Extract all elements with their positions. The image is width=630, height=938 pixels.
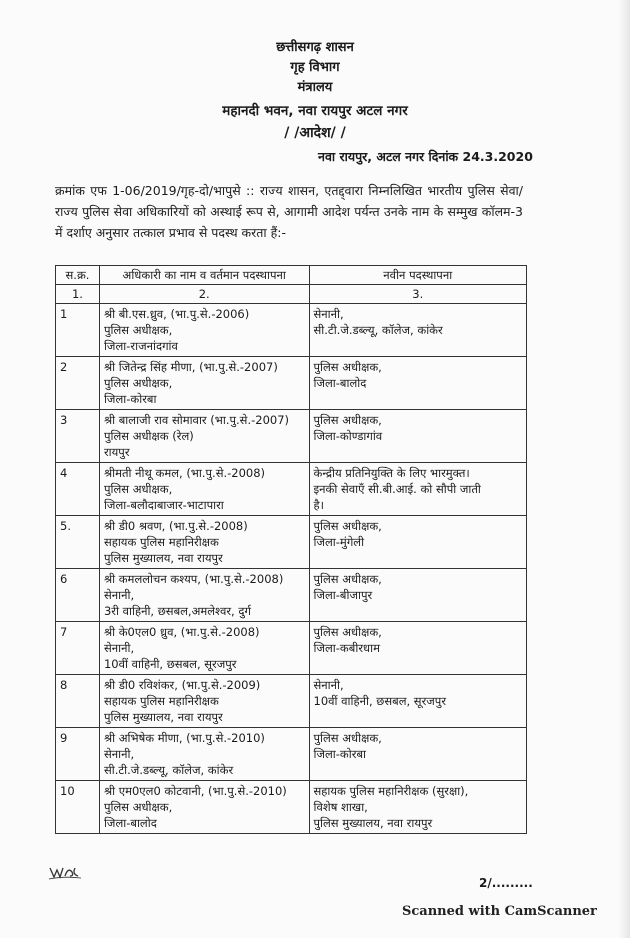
order-date: नवा रायपुर, अटल नगर दिनांक 24.3.2020 (318, 149, 533, 164)
header-new-posting: नवीन पदस्थापना (309, 266, 527, 285)
new-posting-cell: पुलिस अधीक्षक, जिला-कबीरधाम (309, 622, 527, 675)
officer-cell: श्री बालाजी राव सोमावार (भा.पु.से.-2007) पुलिस अधीक्षक (रेल) रायपुर (99, 410, 309, 463)
new-posting-cell: पुलिस अधीक्षक, जिला-बालोद (309, 357, 527, 410)
serial-number-cell: 3 (56, 410, 100, 463)
serial-number-cell: 1 (56, 304, 100, 357)
officer-cell: श्री एम0एल0 कोटवानी, (भा.पु.से.-2010) पुलिस अधीक्षक, जिला-बालोद (99, 781, 309, 834)
table-row (56, 463, 527, 516)
signature-initials (48, 864, 82, 880)
officer-cell: श्री डी0 श्रवण, (भा.पु.से.-2008) सहायक पुलिस महानिरीक्षक पुलिस मुख्यालय, नवा रायपुर (99, 516, 309, 569)
serial-number-cell: 4 (56, 463, 100, 516)
serial-number-cell: 2 (56, 357, 100, 410)
table-row (56, 569, 527, 622)
serial-number-cell: 8 (56, 675, 100, 728)
order-title: / /आदेश/ / (284, 125, 346, 141)
postings-table (55, 265, 527, 834)
new-posting-cell: सेनानी, सी.टी.जे.डब्ल्यू, कॉलेज, कांकेर (309, 304, 527, 357)
new-posting-cell: पुलिस अधीक्षक, जिला-कोण्डागांव (309, 410, 527, 463)
officer-cell: श्री जितेन्द्र सिंह मीणा, (भा.पु.से.-2007) पुलिस अधीक्षक, जिला-कोरबा (99, 357, 309, 410)
new-posting-cell: पुलिस अधीक्षक, जिला-मुंगेली (309, 516, 527, 569)
header-address: महानदी भवन, नवा रायपुर अटल नगर (222, 103, 408, 119)
column-number: 1. (56, 285, 100, 304)
header-serial: स.क्र. (56, 266, 100, 285)
new-posting-cell: केन्द्रीय प्रतिनियुक्ति के लिए भारमुक्त। इनकी सेवाएँ सी.बी.आई. को सौपी जाती है। (309, 463, 527, 516)
officer-cell: श्री डी0 रविशंकर, (भा.पु.से.-2009) सहायक पुलिस महानिरीक्षक पुलिस मुख्यालय, नवा रायपुर (99, 675, 309, 728)
table-header-row (56, 266, 527, 285)
officer-cell: श्री बी.एस.ध्रुव, (भा.पु.से.-2006) पुलिस अधीक्षक, जिला-राजनांदगांव (99, 304, 309, 357)
new-posting-cell: पुलिस अधीक्षक, जिला-बीजापुर (309, 569, 527, 622)
page-continuation-marker: 2/......... (479, 876, 533, 890)
header-state: छत्तीसगढ़ शासन (276, 40, 354, 55)
new-posting-cell: सेनानी, 10वीं वाहिनी, छसबल, सूरजपुर (309, 675, 527, 728)
table-row (56, 516, 527, 569)
order-intro-paragraph: क्रमांक एफ 1-06/2019/गृह-दो/भापुसे :: राज्य शासन, एतद्द्वारा निम्नलिखित भारतीय पुलिस सेवा/राज्य पुलिस सेवा अधिकारियों को अस्थाई रूप से, आगामी आदेश पर्यन्त उनके नाम के सम्मुख कॉलम-3 में दर्शाए अनुसार तत्काल प्रभाव से पदस्थ करता हैं:- (55, 183, 523, 240)
table-row (56, 728, 527, 781)
serial-number-cell: 6 (56, 569, 100, 622)
table-column-number-row (56, 285, 527, 304)
header-department: गृह विभाग (290, 60, 340, 75)
serial-number-cell: 9 (56, 728, 100, 781)
officer-cell: श्री के0एल0 ध्रुव, (भा.पु.से.-2008) सेनानी, 10वीं वाहिनी, छसबल, सूरजपुर (99, 622, 309, 675)
table-row (56, 357, 527, 410)
header-ministry: मंत्रालय (297, 80, 333, 95)
serial-number-cell: 10 (56, 781, 100, 834)
officer-cell: श्री कमललोचन कश्यप, (भा.पु.से.-2008) सेनानी, 3री वाहिनी, छसबल,अमलेश्वर, दुर्ग (99, 569, 309, 622)
serial-number-cell: 5. (56, 516, 100, 569)
table-body (56, 304, 527, 834)
table-row (56, 781, 527, 834)
officer-cell: श्रीमती नीथू कमल, (भा.पु.से.-2008) पुलिस अधीक्षक, जिला-बलौदाबाजार-भाटापारा (99, 463, 309, 516)
table-row (56, 622, 527, 675)
new-posting-cell: पुलिस अधीक्षक, जिला-कोरबा (309, 728, 527, 781)
header-officer: अधिकारी का नाम व वर्तमान पदस्थापना (99, 266, 309, 285)
table-row (56, 410, 527, 463)
table-row (56, 304, 527, 357)
column-number: 3. (309, 285, 527, 304)
officer-cell: श्री अभिषेक मीणा, (भा.पु.से.-2010) सेनानी, सी.टी.जे.डब्ल्यू, कॉलेज, कांकेर (99, 728, 309, 781)
camscanner-watermark: Scanned with CamScanner (402, 904, 597, 919)
serial-number-cell: 7 (56, 622, 100, 675)
table-row (56, 675, 527, 728)
new-posting-cell: सहायक पुलिस महानिरीक्षक (सुरक्षा), विशेष शाखा, पुलिस मुख्यालय, नवा रायपुर (309, 781, 527, 834)
column-number: 2. (99, 285, 309, 304)
